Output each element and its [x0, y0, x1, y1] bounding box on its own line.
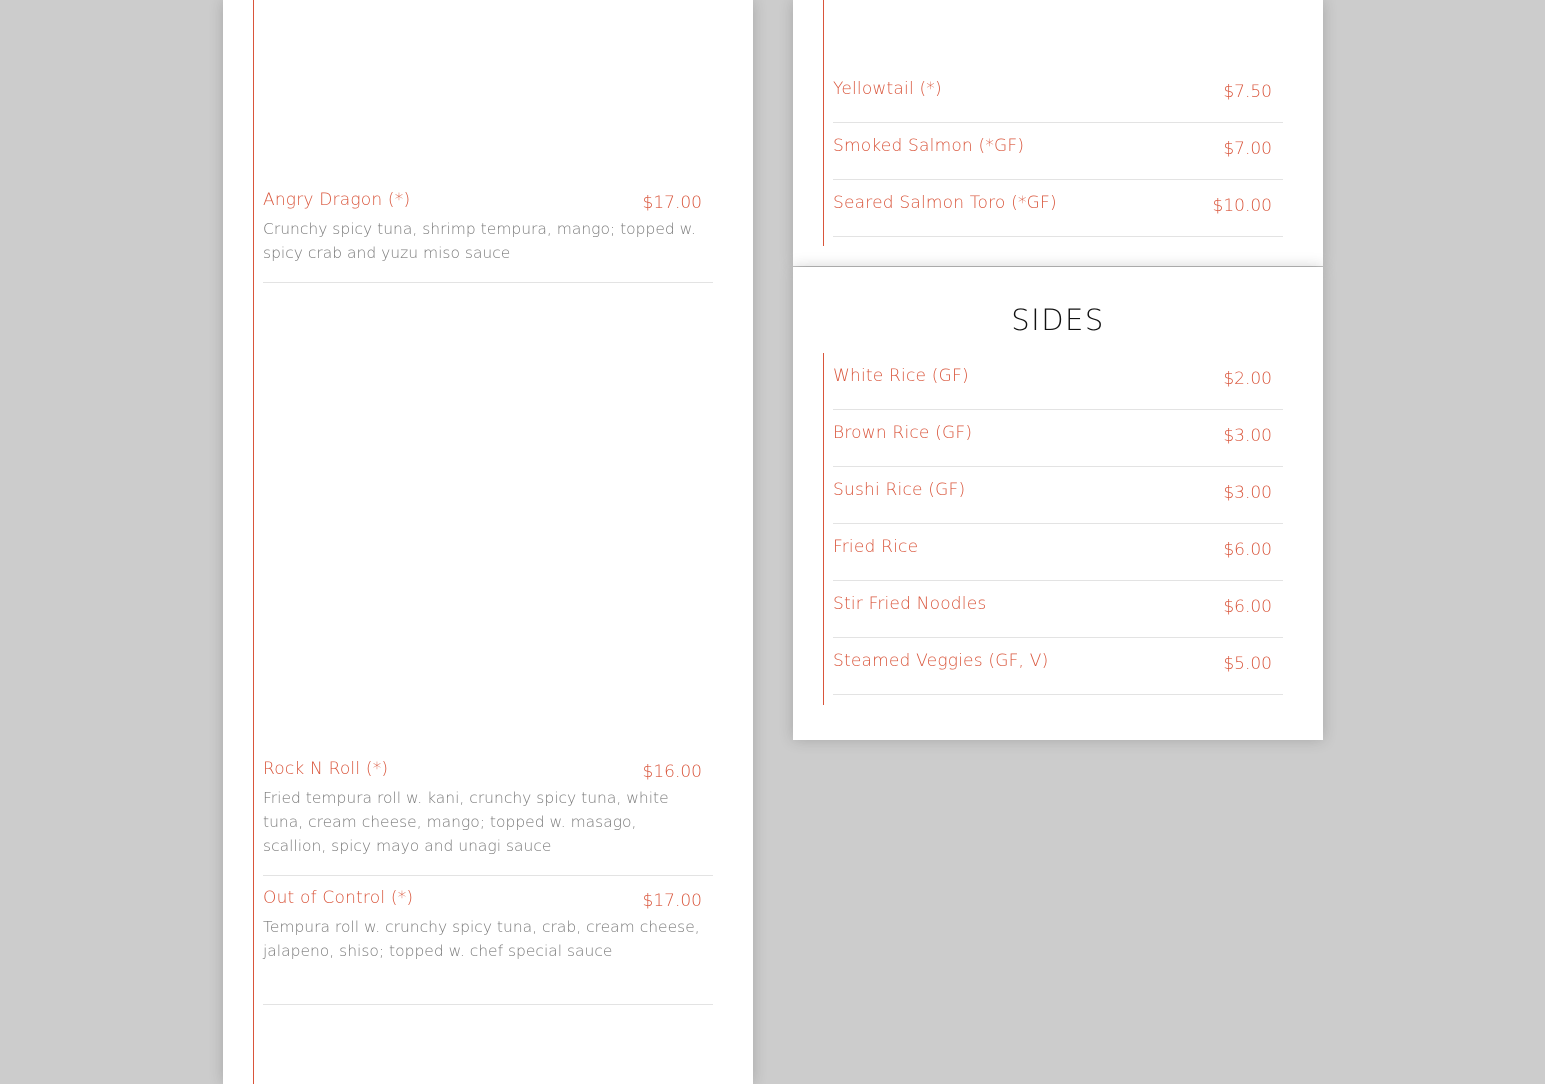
menu-item-name: Angry Dragon (*) — [263, 190, 411, 210]
menu-item-name: Fried Rice — [833, 537, 919, 557]
menu-item-price: $7.00 — [1223, 139, 1272, 159]
menu-accent-line — [823, 353, 824, 705]
menu-item-name: Smoked Salmon (*GF) — [833, 136, 1025, 156]
section-title: SIDES — [1011, 303, 1105, 337]
menu-item-name: Brown Rice (GF) — [833, 423, 973, 443]
menu-item-price: $2.00 — [1223, 369, 1272, 389]
menu-item — [263, 759, 713, 876]
menu-accent-line — [823, 0, 824, 246]
menu-item — [833, 594, 1283, 638]
menu-card-nigiri — [793, 0, 1323, 266]
menu-item-name: Out of Control (*) — [263, 888, 414, 908]
menu-item-name: Yellowtail (*) — [833, 79, 942, 99]
menu-item — [263, 190, 713, 283]
menu-item — [833, 136, 1283, 180]
menu-item — [833, 480, 1283, 524]
menu-item — [833, 537, 1283, 581]
menu-item-price: $6.00 — [1223, 597, 1272, 617]
menu-item-description: Crunchy spicy tuna, shrimp tempura, mango; topped w. spicy crab and yuzu miso sauce — [263, 220, 696, 262]
menu-item-price: $17.00 — [642, 891, 702, 911]
menu-item — [263, 888, 713, 1005]
menu-card-sides — [793, 267, 1323, 740]
menu-item — [833, 651, 1283, 695]
menu-item-name: Stir Fried Noodles — [833, 594, 987, 614]
menu-item-price: $3.00 — [1223, 483, 1272, 503]
menu-accent-line — [253, 0, 254, 1084]
menu-item-name: Sushi Rice (GF) — [833, 480, 966, 500]
menu-item-description: Tempura roll w. crunchy spicy tuna, crab, cream cheese, jalapeno, shiso; topped w. chef special sauce — [263, 918, 700, 960]
menu-item-name: Steamed Veggies (GF, V) — [833, 651, 1049, 671]
menu-item-description: Fried tempura roll w. kani, crunchy spicy tuna, white tuna, cream cheese, mango; topped w. masago, scallion, spicy mayo and unagi sauce — [263, 789, 669, 855]
menu-item-price: $16.00 — [642, 762, 702, 782]
menu-item-price: $3.00 — [1223, 426, 1272, 446]
menu-item — [833, 366, 1283, 410]
menu-item — [833, 423, 1283, 467]
menu-item-name: Rock N Roll (*) — [263, 759, 389, 779]
menu-item-price: $10.00 — [1212, 196, 1272, 216]
menu-item-name: White Rice (GF) — [833, 366, 969, 386]
menu-item — [833, 79, 1283, 123]
menu-item-price: $6.00 — [1223, 540, 1272, 560]
menu-card-rolls — [223, 0, 753, 1084]
menu-item-price: $17.00 — [642, 193, 702, 213]
menu-item-name: Seared Salmon Toro (*GF) — [833, 193, 1057, 213]
menu-item — [833, 193, 1283, 237]
menu-item-price: $5.00 — [1223, 654, 1272, 674]
menu-item-price: $7.50 — [1223, 82, 1272, 102]
